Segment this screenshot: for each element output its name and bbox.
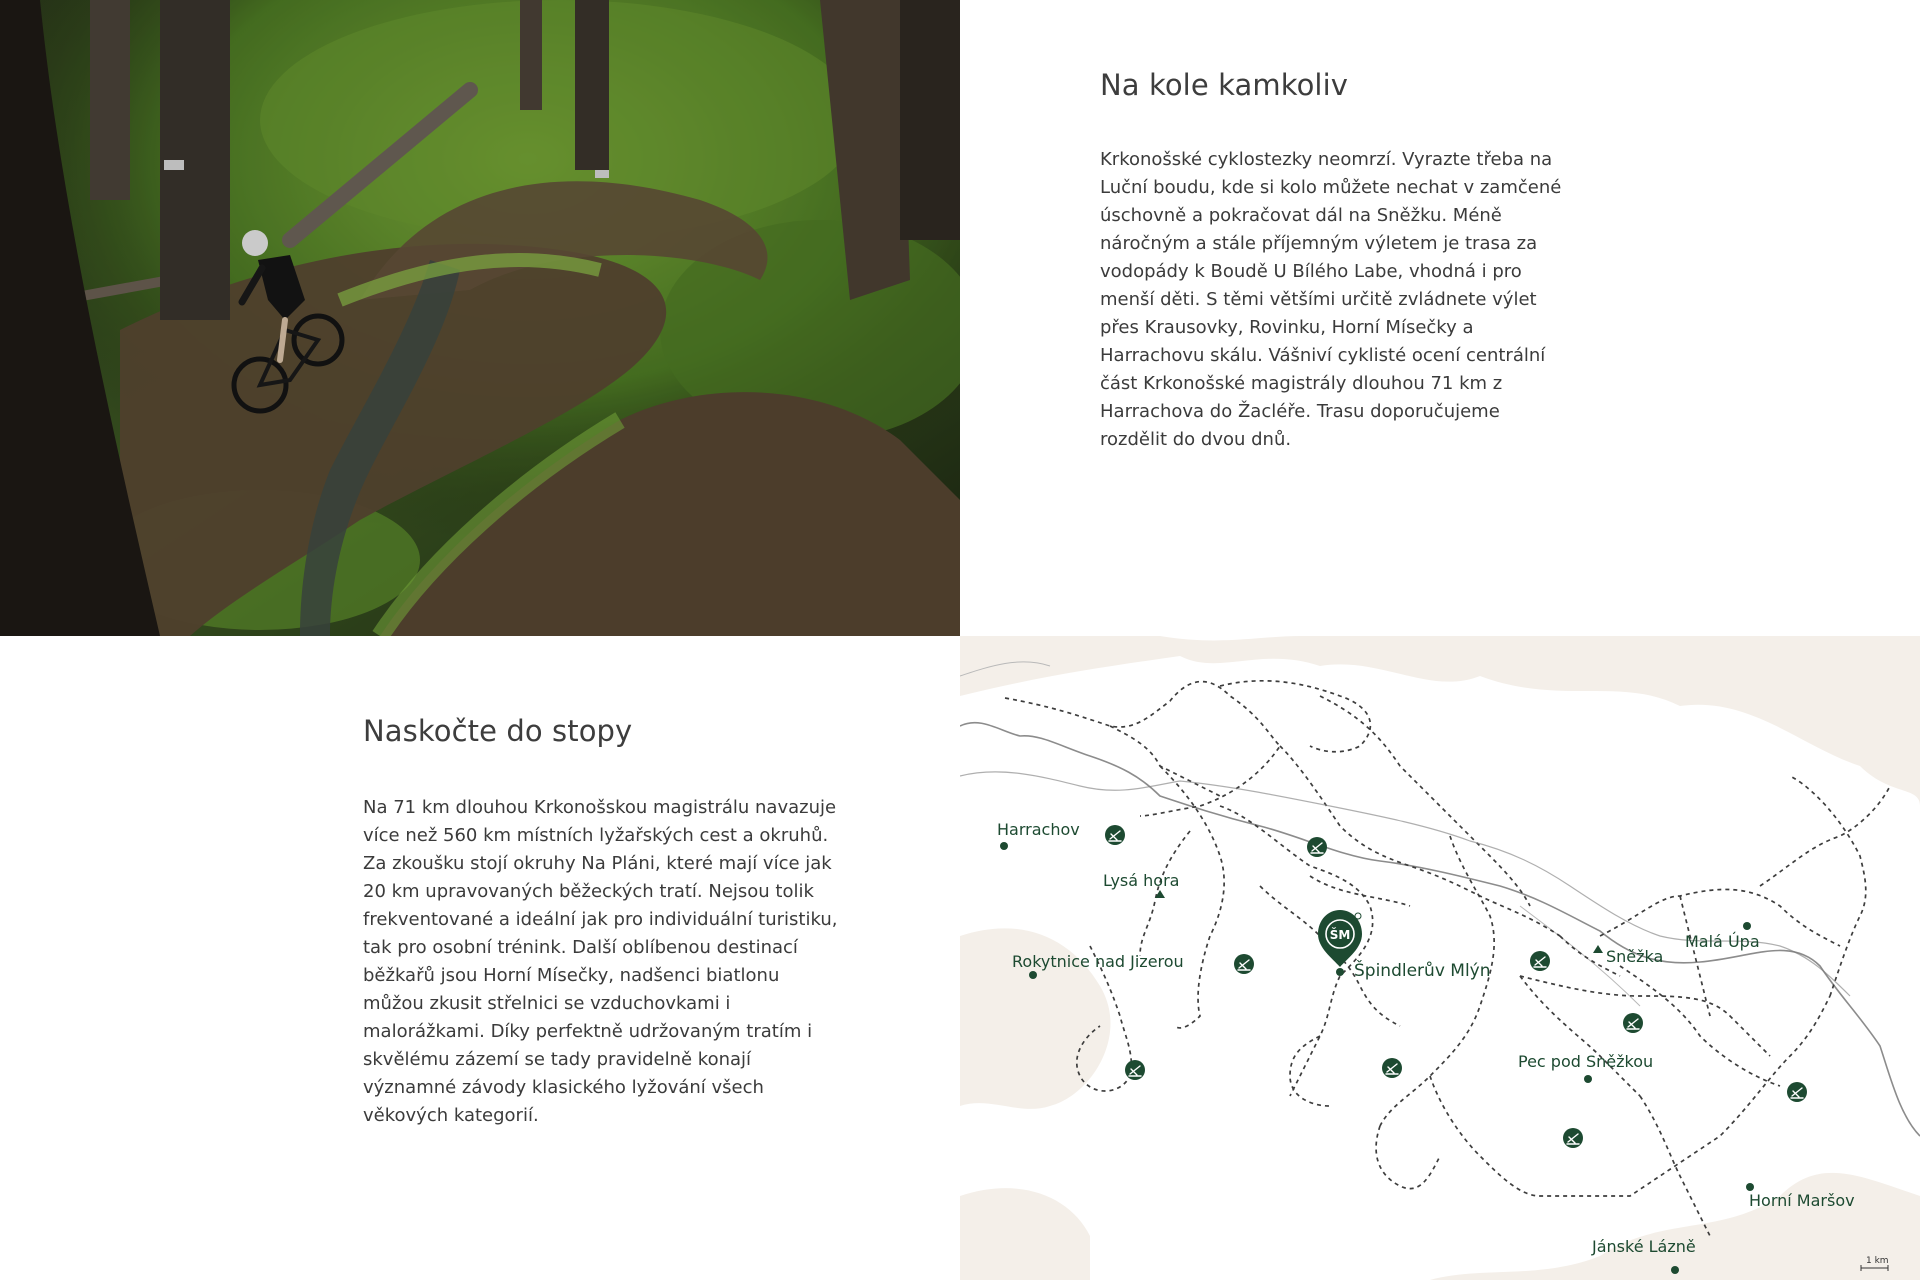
bike-section [1100,68,1570,454]
place-label-lysa-hora[interactable]: Lysá hora [1103,871,1180,890]
map-scale-bar [1861,1256,1889,1271]
town-dot-icon [1029,971,1037,979]
ski-area-icon[interactable] [1623,1013,1643,1033]
ski-area-icon[interactable] [1307,837,1327,857]
trail-map[interactable] [960,636,1920,1280]
forest-photo-illustration [0,0,960,636]
place-label-pec[interactable]: Pec pod Sněžkou [1518,1052,1654,1071]
scale-label: 1 km [1866,1256,1889,1266]
town-dot-icon [1584,1075,1592,1083]
place-label-mala-upa[interactable]: Malá Úpa [1685,932,1760,951]
trail-map-svg [960,636,1920,1280]
bike-body: Krkonošské cyklostezky neomrzí. Vyrazte třeba na Luční boudu, kde si kolo můžete nechat v zamčené úschovně a pokračovat dál na Sněžku. Méně náročným a stále příjemným výletem je trasa za vodopády k Boudě U Bílého Labe, vhodná i pro menší děti. S těmi většími určitě zvládnete výlet přes Krausovky, Rovinku, Horní Mísečky a Harrachovu skálu. Vášniví cyklisté ocení centrální část Krkonošské magistrály dlouhou 71 km z Harrachova do Žacléře. Trasu doporučujeme rozdělit do dvou dnů. [1100,149,1562,450]
ski-area-icon[interactable] [1563,1128,1583,1148]
forest-bike-photo [0,0,960,636]
place-label-horni-marsov[interactable]: Horní Maršov [1749,1191,1855,1210]
town-dot-icon [1000,842,1008,850]
ski-area-icon[interactable] [1382,1058,1402,1078]
place-label-spindleruv-mlyn[interactable]: Špindlerův Mlýn [1354,961,1491,981]
ski-area-icon[interactable] [1125,1060,1145,1080]
ski-body: Na 71 km dlouhou Krkonošskou magistrálu navazuje více než 560 km místních lyžařských cest a okruhů. Za zkoušku stojí okruhy Na Pláni, které mají více jak 20 km upravovaných běžeckých tratí. Nejsou tolik frekventované a ideální jak pro individuální turistiku, tak pro osobní trénink. Další oblíbenou destinací běžkařů jsou Horní Mísečky, nadšenci biatlonu můžou zkusit střelnici se vzduchovkami i malorážkami. Díky perfektně udržovaným tratím i skvělému zázemí se tady pravidelně konají významné závody klasického lyžování všech věkových kategorií. [363,797,838,1126]
place-label-snezka[interactable]: Sněžka [1606,947,1664,966]
bike-title: Na kole kamkoliv [1100,68,1348,102]
ski-area-icon[interactable] [1105,825,1125,845]
ski-title: Naskočte do stopy [363,714,633,748]
town-dot-icon [1671,1266,1679,1274]
town-dot-icon [1743,922,1751,930]
place-label-janske-lazne[interactable]: Jánské Lázně [1592,1237,1696,1256]
ski-section [363,714,843,1130]
ski-area-icon[interactable] [1530,951,1550,971]
town-dot-icon [1746,1183,1754,1191]
logo-text: ŠM [1329,928,1351,942]
ski-area-icon[interactable] [1234,954,1254,974]
town-dot-icon [1336,968,1344,976]
place-label-rokytnice[interactable]: Rokytnice nad Jizerou [1012,952,1184,971]
place-label-harrachov[interactable]: Harrachov [997,820,1080,839]
ski-area-icon[interactable] [1787,1082,1807,1102]
